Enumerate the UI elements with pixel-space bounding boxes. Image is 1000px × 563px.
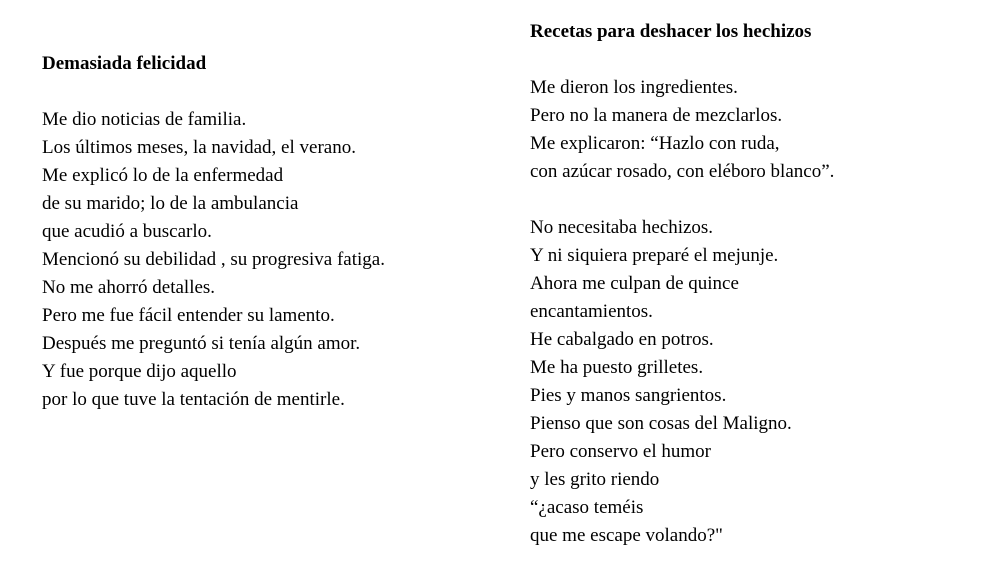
stanza — [42, 106, 385, 414]
poem-line: Pero no la manera de mezclarlos. — [530, 105, 783, 126]
poem-line: Y fue porque dijo aquello — [42, 361, 237, 382]
poem-line: Pero me fue fácil entender su lamento. — [42, 305, 335, 326]
poem-line: Me dieron los ingredientes. — [530, 77, 738, 98]
poem-line: de su marido; lo de la ambulancia — [42, 193, 299, 214]
poem-line: Pienso que son cosas del Maligno. — [530, 413, 792, 434]
stanza — [530, 74, 834, 186]
poem-line: Ahora me culpan de quince — [530, 273, 739, 294]
poem-line: He cabalgado en potros. — [530, 329, 714, 350]
stanza — [530, 214, 834, 550]
poem-line: Mencionó su debilidad , su progresiva fatiga. — [42, 249, 385, 270]
poem-line: encantamientos. — [530, 301, 653, 322]
poem-line: que acudió a buscarlo. — [42, 221, 212, 242]
poem-title: Recetas para deshacer los hechizos — [530, 21, 812, 42]
poem-line: Pero conservo el humor — [530, 441, 711, 462]
poem-recetas-para-deshacer-los-hechizos — [530, 18, 834, 550]
poem-demasiada-felicidad — [42, 50, 385, 414]
poem-line: por lo que tuve la tentación de mentirle. — [42, 389, 345, 410]
poem-line: Los últimos meses, la navidad, el verano. — [42, 137, 356, 158]
poem-line: Me dio noticias de familia. — [42, 109, 247, 130]
poem-line: y les grito riendo — [530, 469, 660, 490]
poem-line: Me explicaron: “Hazlo con ruda, — [530, 133, 780, 154]
poem-line: que me escape volando?" — [530, 525, 723, 546]
poem-line: Pies y manos sangrientos. — [530, 385, 727, 406]
poem-line: Me ha puesto grilletes. — [530, 357, 704, 378]
poem-line: con azúcar rosado, con eléboro blanco”. — [530, 161, 835, 182]
poem-line: “¿acaso teméis — [530, 497, 644, 518]
poem-line: No me ahorró detalles. — [42, 277, 216, 298]
poem-line: Me explicó lo de la enfermedad — [42, 165, 284, 186]
poem-title: Demasiada felicidad — [42, 53, 207, 74]
poem-line: Después me preguntó si tenía algún amor. — [42, 333, 361, 354]
poem-line: Y ni siquiera preparé el mejunje. — [530, 245, 779, 266]
poem-line: No necesitaba hechizos. — [530, 217, 714, 238]
